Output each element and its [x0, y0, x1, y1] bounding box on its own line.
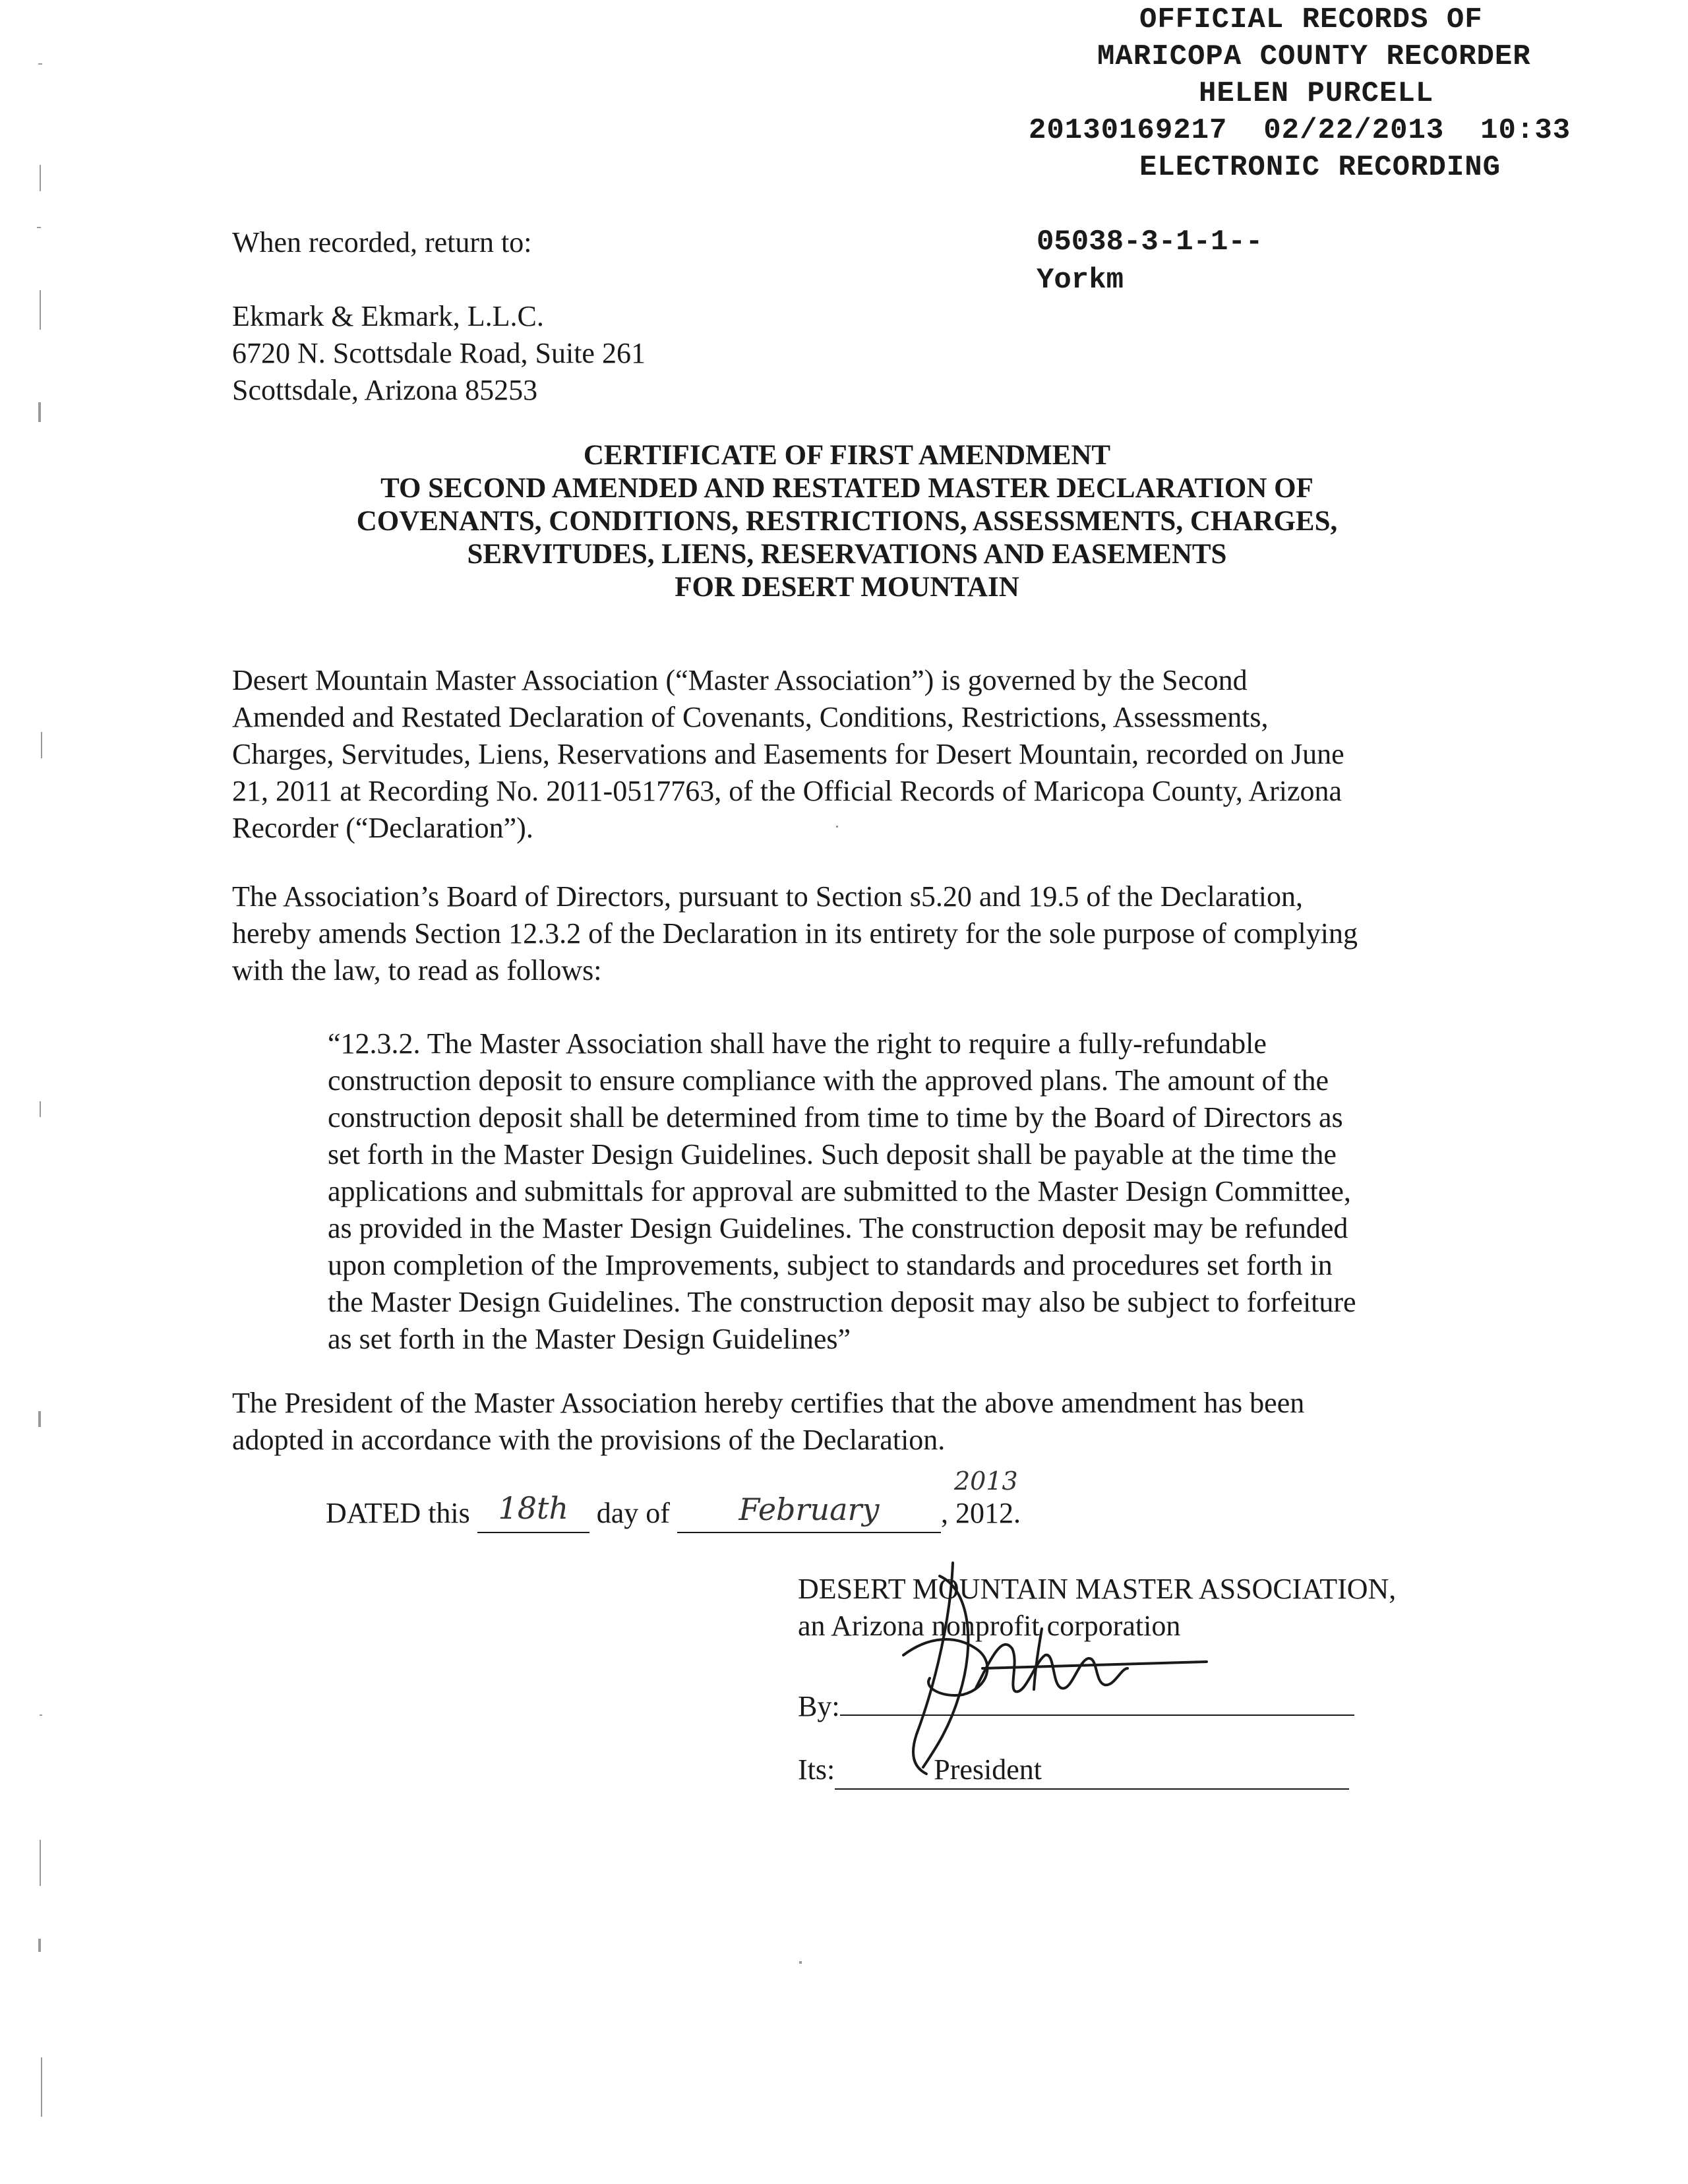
- handwritten-signature: [877, 1536, 1220, 1787]
- scan-speck: [836, 826, 838, 828]
- signatory-type: an Arizona nonprofit corporation: [798, 1610, 1181, 1642]
- scan-speck: [37, 227, 41, 228]
- scan-speck: [40, 290, 41, 330]
- signatory-name: DESERT MOUNTAIN MASTER ASSOCIATION,: [798, 1573, 1397, 1605]
- signatory-title: President: [934, 1753, 1042, 1786]
- scan-speck: [40, 1101, 41, 1117]
- signature-stroke-3: [903, 1639, 987, 1695]
- stamp-line-official-records: OFFICIAL RECORDS OF: [1139, 3, 1483, 36]
- dated-year-printed: , 2012.: [940, 1497, 1021, 1529]
- document-reference: [1037, 223, 1263, 299]
- dated-month-field: [677, 1494, 941, 1533]
- return-to-city: Scottsdale, Arizona 85253: [232, 374, 538, 406]
- paragraph-governance: Desert Mountain Master Association (“Master Association”) is governed by the Second Amended and Restated Declaration of Covenants, Conditions, Restrictions, Assessments, Charges, Servitudes, Liens, Reservations and Easements for Desert Mountain, recorded on June 21, 2011 at Recording No. 2011-0517763, of the Official Records of Maricopa County, Arizona Recorder (“Declaration”).: [232, 664, 1344, 844]
- dated-year-group: [940, 1467, 1021, 1529]
- scan-speck: [38, 402, 41, 422]
- stamp-line-recorder-name: HELEN PURCELL: [1199, 77, 1434, 110]
- dated-line: [326, 1467, 1021, 1533]
- title-line-5: FOR DESERT MOUNTAIN: [675, 572, 1019, 603]
- return-to-street: 6720 N. Scottsdale Road, Suite 261: [232, 337, 646, 369]
- return-to-block: [232, 224, 826, 409]
- stamp-line-county-recorder: MARICOPA COUNTY RECORDER: [1097, 40, 1531, 73]
- title-line-2: TO SECOND AMENDED AND RESTATED MASTER DECLARATION OF: [380, 473, 1313, 504]
- recorder-stamp: [1029, 1, 1662, 186]
- dated-day-handwritten: 18th: [498, 1490, 569, 1526]
- scan-speck: [40, 1840, 41, 1886]
- dated-middle: day of: [596, 1497, 670, 1529]
- paragraph-certification: The President of the Master Association hereby certifies that the above amendment has been adopted in accordance with the provisions of the Declaration.: [232, 1387, 1305, 1456]
- dated-year-handwritten: 2013: [953, 1467, 1018, 1496]
- stamp-line-electronic-recording: ELECTRONIC RECORDING: [1139, 151, 1501, 184]
- scan-speck: [38, 1939, 41, 1952]
- title-line-3: COVENANTS, CONDITIONS, RESTRICTIONS, ASSESSMENTS, CHARGES,: [356, 506, 1338, 537]
- scan-speck: [799, 1961, 802, 1964]
- scan-speck: [38, 1411, 41, 1427]
- signature-stroke-1: [913, 1563, 953, 1774]
- dated-day-field: [477, 1490, 589, 1533]
- document-reference-user: Yorkm: [1037, 264, 1124, 297]
- title-line-4: SERVITUDES, LIENS, RESERVATIONS AND EASEMENTS: [467, 539, 1227, 570]
- title-line-1: CERTIFICATE OF FIRST AMENDMENT: [583, 440, 1111, 471]
- scan-speck: [40, 1714, 42, 1716]
- return-to-label: When recorded, return to:: [232, 226, 532, 258]
- scan-speck: [41, 732, 42, 758]
- paragraph-amendment: The Association’s Board of Directors, pursuant to Section s5.20 and 19.5 of the Declaration, hereby amends Section 12.3.2 of the Declaration in its entirety for the sole purpose of complying with the law, to read as follows:: [232, 880, 1358, 986]
- document-title: [232, 439, 1462, 604]
- signature-stroke-2: [923, 1576, 968, 1767]
- scan-speck: [41, 2057, 42, 2117]
- document-reference-number: 05038-3-1-1--: [1037, 226, 1263, 258]
- dated-month-handwritten: February: [738, 1492, 880, 1527]
- scan-speck: [40, 165, 41, 191]
- by-label: By:: [798, 1690, 840, 1722]
- return-to-name: Ekmark & Ekmark, L.L.C.: [232, 300, 544, 332]
- scan-speck: [38, 63, 42, 65]
- its-label: Its:: [798, 1753, 835, 1786]
- amended-section-quote: “12.3.2. The Master Association shall have the right to require a fully-refundable construction deposit to ensure compliance with the approved plans. The amount of the construction deposit shall be determined from time to time by the Board of Directors as set forth in the Master Design Guidelines. Such deposit shall be payable at the time the applications and submittals for approval are submitted to the Master Design Committee, as provided in the Master Design Guidelines. The construction deposit may be refunded upon completion of the Improvements, subject to standards and procedures set forth in the Master Design Guidelines. The construction deposit may also be subject to forfeiture as set forth in the Master Design Guidelines”: [328, 1027, 1356, 1355]
- dated-prefix: DATED this: [326, 1497, 470, 1529]
- stamp-line-recording-number: 20130169217 02/22/2013 10:33: [1029, 114, 1571, 147]
